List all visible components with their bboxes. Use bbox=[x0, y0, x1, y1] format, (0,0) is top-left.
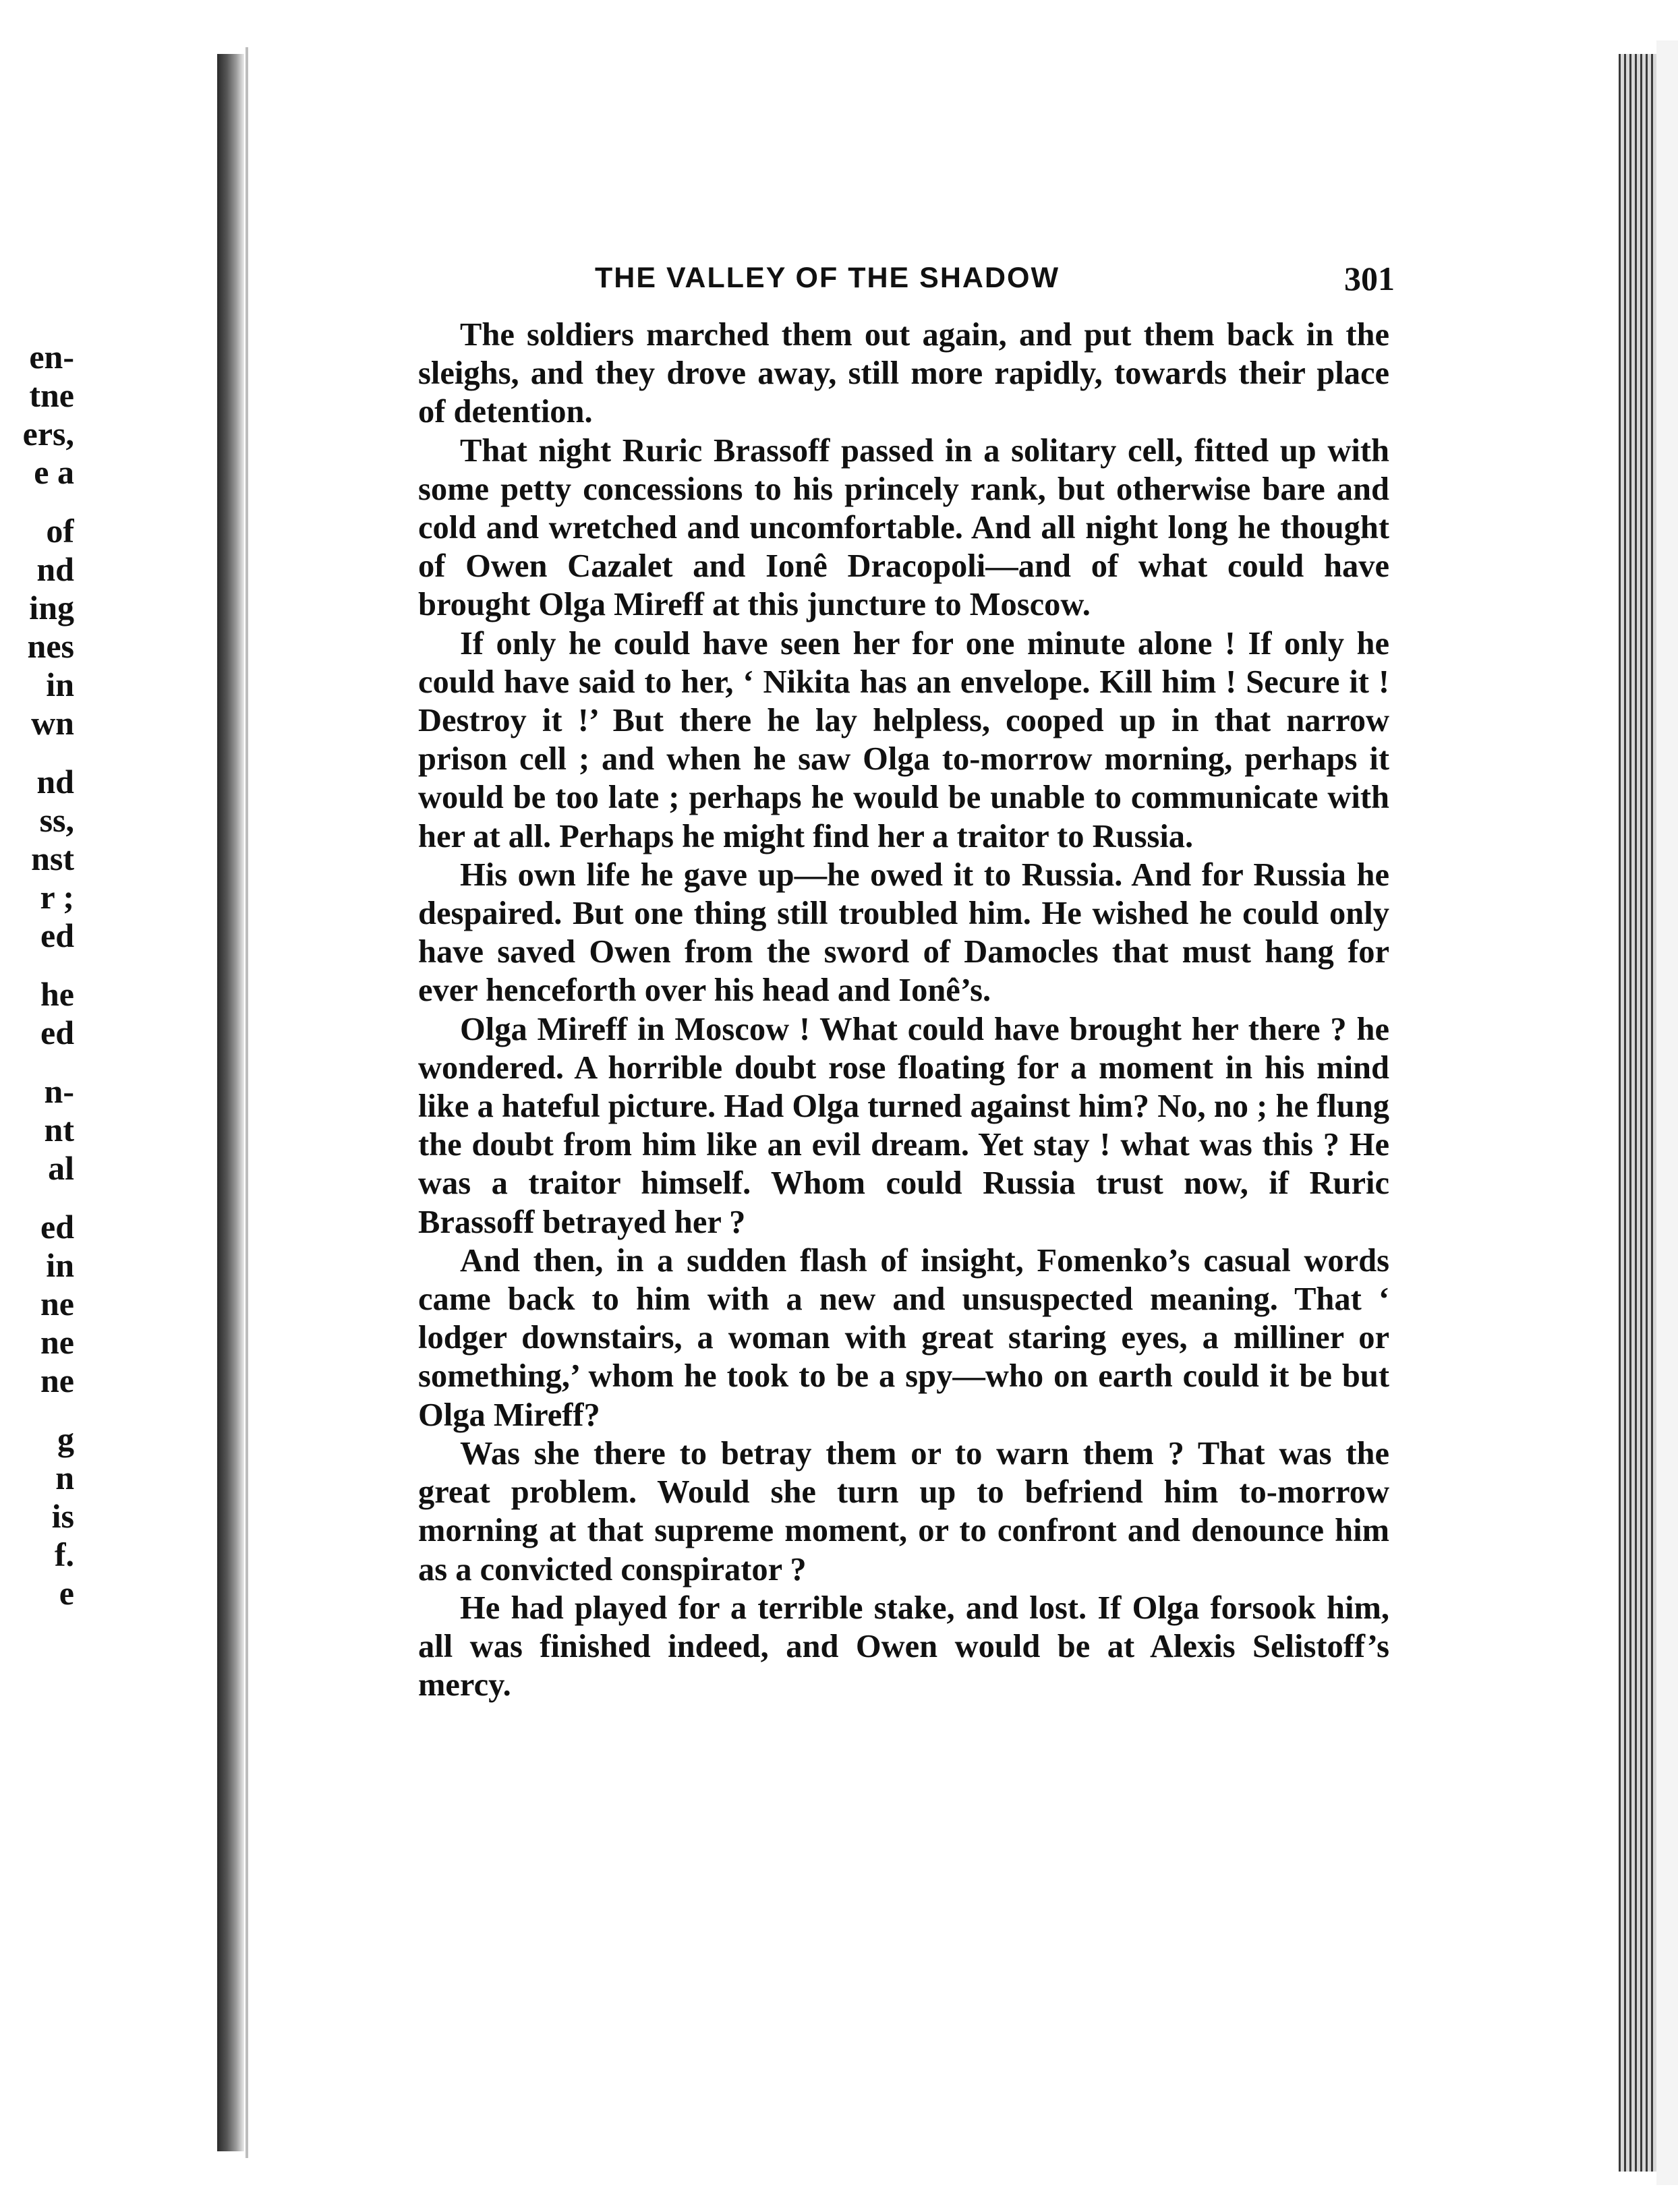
page-body bbox=[418, 316, 1389, 1704]
facing-line-fragment: ed bbox=[40, 1208, 74, 1246]
book-page bbox=[418, 250, 1395, 1704]
facing-line-fragment: ers, bbox=[22, 415, 74, 453]
facing-line-fragment: ne bbox=[40, 1323, 74, 1361]
paragraph: He had played for a terrible stake, and lost. If Olga forsook him, all was finished indeed, and Owen would be at Alexis Selistoff’s mercy. bbox=[418, 1590, 1389, 1704]
facing-line-fragment: al bbox=[48, 1149, 74, 1187]
facing-line-fragment: ing bbox=[29, 589, 74, 627]
facing-line-fragment: n bbox=[55, 1459, 74, 1496]
facing-line-fragment: of bbox=[46, 512, 74, 550]
page-edges bbox=[1619, 54, 1656, 2172]
facing-line-fragment: e a bbox=[34, 453, 74, 491]
paragraph: That night Ruric Brassoff passed in a solitary cell, fitted up with some petty concessions to his princely rank, but otherwise bare and cold and wretched and uncomfortable. And all night long he thought of Owen Cazalet and Ionê Dracopoli—and of what could have brought Olga Mireff at this juncture to Moscow. bbox=[418, 432, 1389, 623]
facing-line-fragment: ne bbox=[40, 1285, 74, 1322]
facing-line-fragment: n- bbox=[44, 1072, 74, 1110]
facing-line-fragment: tne bbox=[29, 376, 74, 414]
facing-line-fragment: en- bbox=[29, 338, 74, 376]
facing-line-fragment: nes bbox=[27, 627, 74, 665]
facing-line-fragment: he bbox=[40, 975, 74, 1013]
facing-line-fragment: e bbox=[59, 1574, 74, 1612]
gutter-line bbox=[245, 47, 248, 2158]
facing-line-fragment: nd bbox=[36, 550, 74, 588]
facing-line-fragment: g bbox=[57, 1420, 74, 1458]
facing-line-fragment: ne bbox=[40, 1362, 74, 1399]
facing-line-fragment: nt bbox=[44, 1111, 74, 1148]
paragraph: His own life he gave up—he owed it to Russia. And for Russia he despaired. But one thing still troubled him. He wished he could only have saved Owen from the sword of Damocles that must hang for ever henceforth over his head and Ionê’s. bbox=[418, 856, 1389, 1009]
paragraph: And then, in a sudden flash of insight, Fomenko’s casual words came back to him with a new and unsuspected meaning. That ‘ lodger downstairs, a woman with great staring eyes, a milliner or something,’ whom he took to be a spy—who on earth could it be but Olga Mireff? bbox=[418, 1242, 1389, 1433]
paragraph: The soldiers marched them out again, and put them back in the sleighs, and they drove away, still more rapidly, towards their place of detention. bbox=[418, 317, 1389, 430]
facing-line-fragment: nd bbox=[36, 763, 74, 801]
facing-line-fragment: r ; bbox=[40, 878, 74, 916]
page-number: 301 bbox=[1344, 260, 1395, 297]
facing-line-fragment: ed bbox=[40, 916, 74, 954]
paragraph: If only he could have seen her for one minute alone ! If only he could have said to her, ‘ Nikita has an envelope. Kill him ! Secure it ! Destroy it !’ But there he lay helpless, cooped up in that narrow prison cell ; and when he saw Olga to-morrow morning, perhaps it would be too late ; perhaps he would be unable to communicate with her at all. Perhaps he might find her a traitor to Russia. bbox=[418, 625, 1389, 854]
facing-line-fragment: in bbox=[46, 666, 74, 703]
facing-line-fragment: in bbox=[46, 1246, 74, 1284]
paragraph: Was she there to betray them or to warn them ? That was the great problem. Would she turn up to befriend him to-morrow morning at that supreme moment, or to confront and denounce him as a convicted conspirator ? bbox=[418, 1435, 1389, 1588]
facing-line-fragment: nst bbox=[31, 840, 74, 877]
facing-line-fragment: ss, bbox=[39, 801, 74, 839]
facing-line-fragment: wn bbox=[31, 704, 74, 742]
facing-line-fragment: is bbox=[51, 1497, 74, 1535]
page-stack-edge bbox=[1656, 40, 1678, 2185]
facing-line-fragment: ed bbox=[40, 1014, 74, 1051]
facing-line-fragment: f. bbox=[54, 1536, 74, 1573]
book-gutter-shadow bbox=[217, 54, 244, 2151]
facing-page-fragment bbox=[0, 0, 74, 2212]
page-header bbox=[418, 250, 1395, 310]
running-title: THE VALLEY OF THE SHADOW bbox=[595, 262, 1060, 294]
paragraph: Olga Mireff in Moscow ! What could have brought her there ? he wondered. A horrible doubt rose floating for a moment in his mind like a hateful picture. Had Olga turned against him? No, no ; he flung the doubt from him like an evil dream. Yet stay ! what was this ? He was a traitor himself. Whom could Russia trust now, if Ruric Brassoff betrayed her ? bbox=[418, 1011, 1389, 1240]
